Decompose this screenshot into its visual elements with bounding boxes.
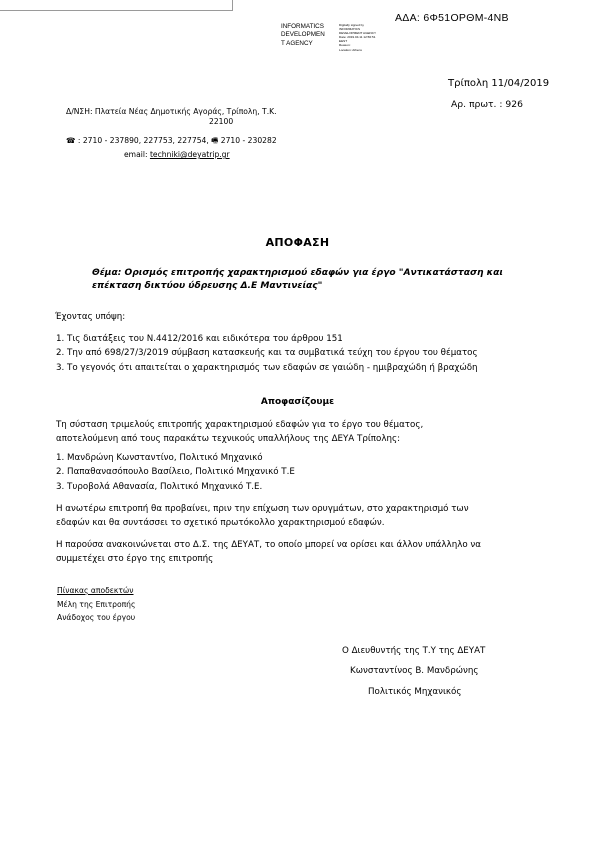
signature-detail-line: INFORMATICS [339, 27, 361, 32]
recipient-item: Μέλη της Επιτροπής [57, 600, 136, 609]
member-item: 2. Παπαθανασόπουλο Βασίλειο, Πολιτικό Μηχανικό Τ.Ε [56, 467, 295, 477]
recipients-title: Πίνακας αποδεκτών [57, 586, 134, 595]
subject-line: Θέμα: Ορισμός επιτροπής χαρακτηρισμού εδαφών για έργο "Αντικατάσταση και [92, 268, 503, 278]
ada-code: ΑΔΑ: 6Φ51ΟΡΘΜ-4ΝΒ [395, 12, 509, 24]
notice-text-line: Η παρούσα ανακοινώνεται στο Δ.Σ. της ΔΕΥΑΤ, το οποίο μπορεί να ορίσει και άλλον υπάλληλο να [56, 540, 481, 550]
email-line [124, 150, 230, 159]
document-title: ΑΠΟΦΑΣΗ [265, 236, 330, 249]
document-date: Τρίπολη 11/04/2019 [448, 78, 550, 89]
address-line: Δ/ΝΣΗ: Πλατεία Νέας Δημοτικής Αγοράς, Τρίπολη, Τ.Κ. [66, 107, 277, 116]
protocol-number: Αρ. πρωτ. : 926 [451, 99, 523, 110]
member-item: 3. Τυροβολά Αθανασία, Πολιτικό Μηχανικό Τ.Ε. [56, 482, 263, 492]
duty-text-line: εδαφών και θα συντάσσει το σχετικό πρωτόκολλο χαρακτηρισμού εδαφών. [56, 518, 385, 528]
digital-signature-name [281, 23, 325, 48]
signatory-title: Πολιτικός Μηχανικός [368, 687, 462, 697]
phone-fax-line: ☎ : 2710 - 237890, 227753, 227754, 🖷 2710 - 230282 [66, 136, 277, 145]
decision-heading: Αποφασίζουμε [260, 397, 335, 407]
committee-text-line: αποτελούμενη από τους παρακάτω τεχνικούς υπαλλήλους της ΔΕΥΑ Τρίπολης: [56, 434, 400, 444]
signature-detail-line: EEST [339, 39, 348, 44]
digital-signature-details [339, 23, 376, 52]
signature-detail-line: DEVELOPMENT AGENCY [339, 31, 377, 36]
committee-text-line: Τη σύσταση τριμελούς επιτροπής χαρακτηρισμού εδαφών για το έργο του θέματος, [56, 420, 424, 430]
subject [92, 267, 522, 293]
signature-name-line: T AGENCY [281, 39, 313, 47]
header-box-frame [0, 0, 233, 11]
consideration-item: 1. Τις διατάξεις του Ν.4412/2016 και ειδικότερα του άρθρου 151 [56, 334, 343, 344]
signature-detail-line: Digitally signed by [339, 23, 364, 27]
notice-text-line: συμμετέχει στο έργο της επιτροπής [56, 554, 214, 564]
signatory-name: Κωνσταντίνος Β. Μανδρώνης [350, 666, 479, 676]
signature-detail-line: Reason: [339, 43, 351, 48]
signature-detail-line: Date: 2019.04.11 12:56:51 [339, 35, 376, 40]
email-link[interactable]: techniki@deyatrip.gr [149, 150, 230, 159]
consideration-item: 2. Την από 698/27/3/2019 σύμβαση κατασκευής και τα συμβατικά τεύχη του έργου του θέματος [56, 348, 478, 358]
email-label: email: [124, 150, 148, 159]
subject-line: επέκταση δικτύου ύδρευσης Δ.Ε Μαντινείας" [92, 281, 323, 291]
duty-text-line: Η ανωτέρω επιτροπή θα προβαίνει, πριν την επίχωση των ορυγμάτων, στο χαρακτηρισμό των [56, 504, 469, 514]
signature-name-line: INFORMATICS [281, 23, 324, 30]
consideration-item: 3. Το γεγονός ότι απαιτείται ο χαρακτηρισμός των εδαφών σε γαιώδη - ημιβραχώδη ή βραχώδη [56, 363, 478, 373]
recipient-item: Ανάδοχος του έργου [57, 613, 136, 622]
signature-name-line: DEVELOPMEN [281, 31, 325, 39]
signature-detail-line: Location: Athens [339, 47, 362, 52]
signatory-role: Ο Διευθυντής της Τ.Υ της ΔΕΥΑΤ [342, 646, 486, 656]
postal-code: 22100 [209, 117, 234, 126]
member-item: 1. Μανδρώνη Κωνσταντίνο, Πολιτικό Μηχανικό [56, 453, 263, 463]
considering-heading: Έχοντας υπόψη: [55, 312, 126, 322]
